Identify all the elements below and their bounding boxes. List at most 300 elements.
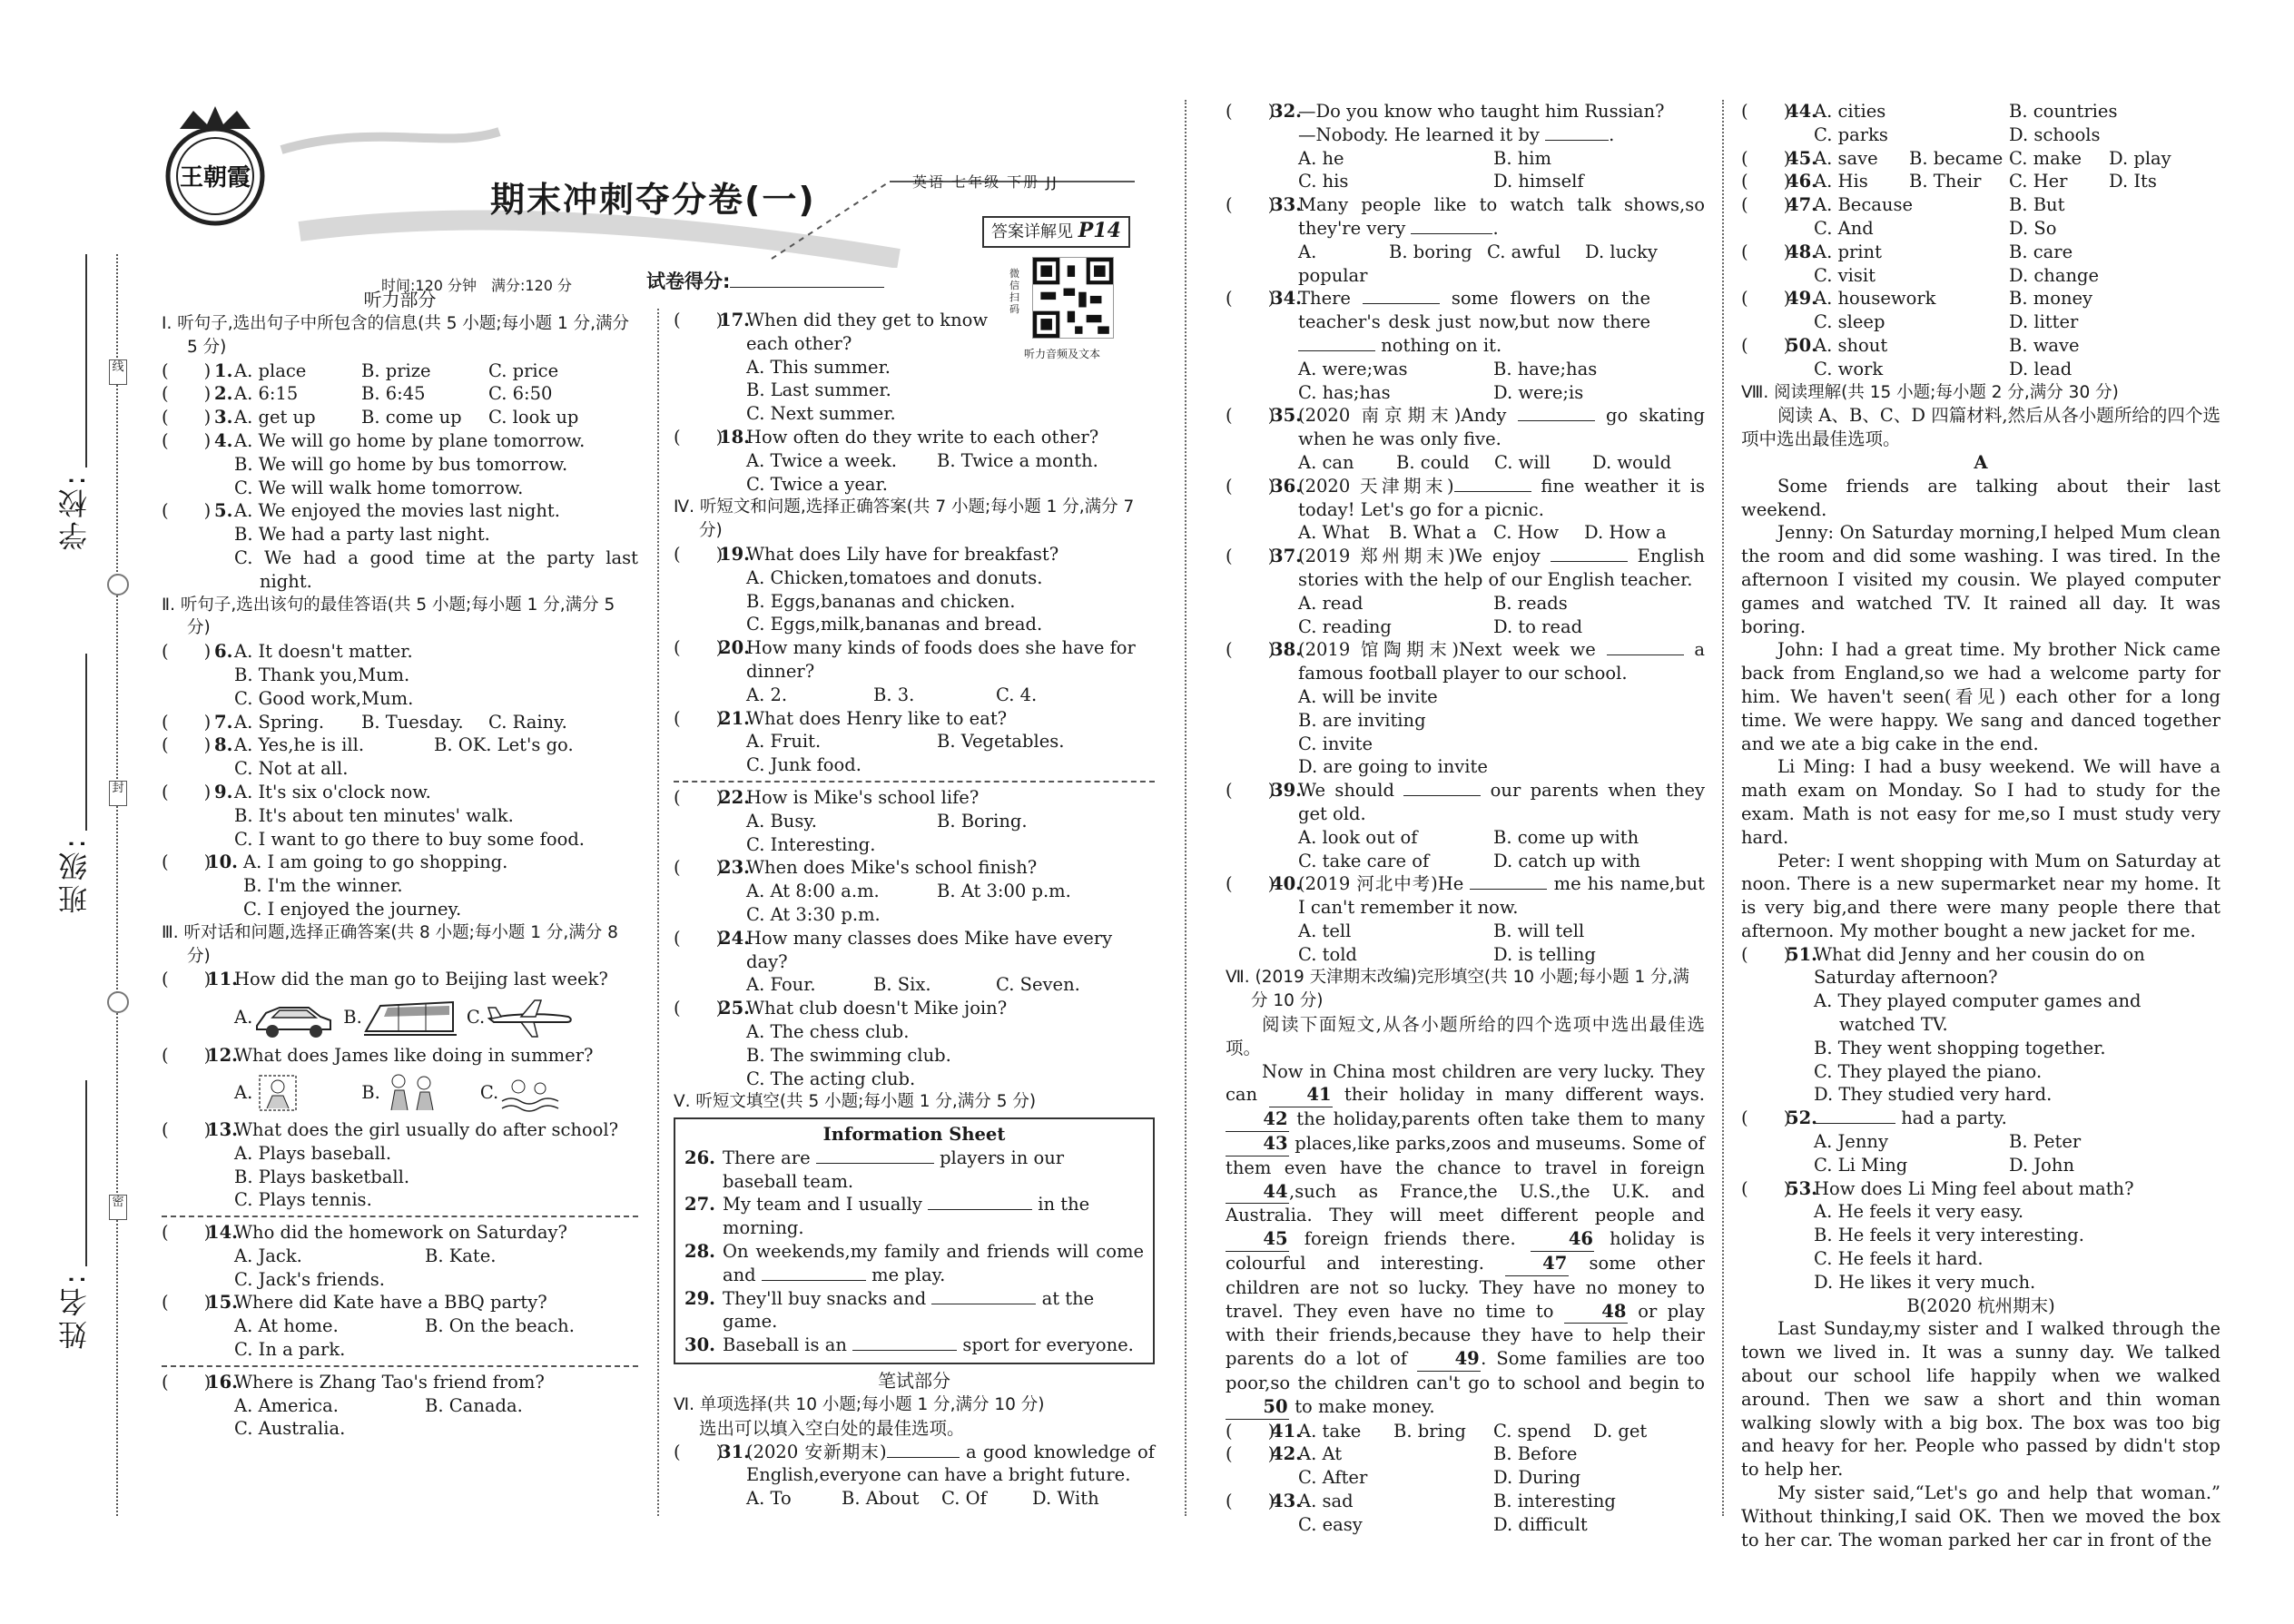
option-a[interactable]: A. 6:15 — [234, 383, 299, 405]
fill-blank[interactable] — [1551, 561, 1628, 562]
option-c[interactable]: C. Li Ming — [1814, 1154, 1908, 1176]
option-a[interactable]: A. We will go home by plane tomorrow. — [234, 429, 586, 451]
answer-paren[interactable]: ( ) — [162, 781, 212, 802]
answer-paren[interactable]: ( ) — [1741, 1107, 1791, 1129]
option-d[interactable]: D. With — [1032, 1488, 1099, 1510]
option-c[interactable]: C. Her — [2009, 171, 2068, 192]
train-icon[interactable] — [362, 995, 458, 1040]
option-b[interactable]: B. come up — [361, 407, 462, 428]
option-c[interactable]: C. 6:50 — [488, 383, 553, 405]
answer-paren[interactable]: ( ) — [1226, 288, 1275, 310]
question-49[interactable] — [1741, 287, 2220, 334]
score-field[interactable] — [646, 271, 884, 294]
option-c[interactable]: C. Junk food. — [746, 754, 861, 776]
option-b[interactable]: B. At 3:00 p.m. — [937, 881, 1071, 902]
answer-paren[interactable]: ( ) — [1741, 241, 1791, 262]
answer-paren[interactable]: ( ) — [1226, 546, 1275, 567]
option-b[interactable]: B. Canada. — [425, 1394, 523, 1416]
answer-paren[interactable]: ( ) — [162, 407, 212, 428]
option-a[interactable]: A. He feels it very easy. — [1814, 1201, 2024, 1223]
question-52[interactable] — [1741, 1107, 2220, 1176]
fill-blank[interactable] — [1470, 889, 1547, 890]
answer-paren[interactable]: ( ) — [162, 1222, 212, 1244]
blank-item-26[interactable] — [684, 1147, 1144, 1194]
answer-paren[interactable]: ( ) — [162, 851, 212, 873]
answer-paren[interactable]: ( ) — [1741, 943, 1791, 965]
cloze-blank-47[interactable]: 47 — [1505, 1252, 1569, 1276]
option-b[interactable]: B. Plays basketball. — [234, 1166, 410, 1187]
option-a[interactable]: A. Jenny — [1814, 1131, 1888, 1153]
question-24[interactable] — [674, 927, 1155, 997]
option-d[interactable]: D. get — [1593, 1420, 1648, 1442]
option-a[interactable]: A. What — [1298, 522, 1370, 544]
answer-paren[interactable]: ( ) — [162, 359, 212, 381]
answer-paren[interactable]: ( ) — [1226, 639, 1275, 661]
answer-paren[interactable]: ( ) — [1226, 101, 1275, 122]
question-20[interactable] — [674, 636, 1155, 706]
option-c[interactable]: C. — [479, 1082, 499, 1103]
question-11[interactable] — [162, 968, 638, 1044]
question-46[interactable] — [1741, 170, 2220, 193]
answer-paren[interactable]: ( ) — [674, 786, 724, 808]
option-c[interactable]: C. Seven. — [996, 974, 1080, 996]
question-15[interactable] — [162, 1291, 638, 1361]
option-b[interactable]: B. care — [2009, 241, 2073, 262]
option-c[interactable]: C. his — [1298, 171, 1349, 192]
option-a[interactable]: A. read — [1298, 592, 1364, 614]
question-45[interactable] — [1741, 147, 2220, 171]
question-51[interactable] — [1741, 943, 2220, 1107]
option-d[interactable]: D. were;is — [1493, 381, 1584, 403]
answer-paren[interactable]: ( ) — [1226, 475, 1275, 497]
option-a[interactable]: A. At — [1298, 1443, 1343, 1465]
option-b[interactable]: B. But — [2009, 194, 2065, 216]
question-4[interactable] — [162, 429, 638, 499]
option-c[interactable]: C. invite — [1298, 733, 1373, 754]
answer-paren[interactable]: ( ) — [1226, 1420, 1275, 1442]
answer-paren[interactable]: ( ) — [674, 1441, 724, 1462]
option-a[interactable]: A. can — [1298, 451, 1354, 473]
cloze-blank-43[interactable]: 43 — [1226, 1132, 1289, 1156]
cloze-blank-50[interactable]: 50 — [1226, 1395, 1289, 1420]
question-12[interactable] — [162, 1044, 638, 1118]
question-32[interactable] — [1226, 100, 1705, 193]
option-c[interactable]: C. — [466, 1007, 486, 1029]
question-41[interactable] — [1226, 1420, 1705, 1443]
option-c[interactable]: C. told — [1298, 943, 1357, 965]
option-a[interactable]: A. — [234, 1007, 253, 1029]
option-d[interactable]: D. How a — [1584, 522, 1667, 544]
option-d[interactable]: D. litter — [2009, 311, 2079, 333]
option-a[interactable]: A. look out of — [1298, 826, 1418, 848]
question-38[interactable] — [1226, 638, 1705, 779]
option-c[interactable]: C. work — [1814, 358, 1884, 379]
option-a[interactable]: A. Chicken,tomatoes and donuts. — [746, 566, 1043, 588]
option-a[interactable]: A. — [234, 1082, 253, 1103]
question-35[interactable] — [1226, 404, 1705, 474]
cloze-blank-42[interactable]: 42 — [1226, 1107, 1289, 1132]
option-d[interactable]: D. to read — [1493, 615, 1583, 637]
option-c[interactable]: C. In a park. — [234, 1339, 346, 1361]
question-14[interactable] — [162, 1221, 638, 1291]
option-b[interactable]: B. Their — [1909, 171, 1982, 192]
option-d[interactable]: D. would — [1592, 451, 1672, 473]
option-b[interactable]: B. OK. Let's go. — [434, 734, 574, 756]
answer-paren[interactable]: ( ) — [1741, 334, 1791, 356]
option-c[interactable]: C. 4. — [996, 684, 1038, 705]
option-d[interactable]: D. So — [2009, 217, 2057, 239]
cloze-blank-48[interactable]: 48 — [1564, 1300, 1628, 1324]
answer-paren[interactable]: ( ) — [1741, 194, 1791, 216]
fill-blank[interactable] — [1411, 233, 1492, 234]
option-d[interactable]: D. lead — [2009, 358, 2072, 379]
question-17[interactable] — [674, 309, 1155, 356]
option-c[interactable]: C. Next summer. — [746, 403, 896, 425]
answer-paren[interactable]: ( ) — [162, 429, 212, 451]
option-a[interactable]: A. popular — [1298, 241, 1368, 286]
answer-paren[interactable]: ( ) — [1226, 1443, 1275, 1465]
answer-paren[interactable]: ( ) — [674, 426, 724, 448]
option-b[interactable]: B. are inviting — [1298, 709, 1426, 731]
option-c[interactable]: C. We had a good time at the party last night. — [234, 546, 638, 592]
option-b[interactable]: B. I'm the winner. — [243, 875, 403, 897]
answer-paren[interactable]: ( ) — [674, 857, 724, 879]
option-c[interactable]: C. Twice a year. — [746, 473, 888, 495]
question-3[interactable] — [162, 406, 638, 429]
reading-picture-icon[interactable] — [252, 1070, 307, 1116]
option-a[interactable]: A. His — [1814, 171, 1868, 192]
option-a[interactable]: A. Yes,he is ill. — [234, 734, 365, 756]
question-13[interactable] — [162, 1118, 638, 1212]
question-39[interactable] — [1226, 779, 1705, 872]
option-b[interactable]: B. Last summer. — [746, 379, 891, 401]
option-a[interactable]: A. will be invite — [1298, 685, 1438, 707]
option-c[interactable]: C. Of — [941, 1488, 987, 1510]
question-19[interactable] — [674, 543, 1155, 636]
cloze-blank-41[interactable]: 41 — [1269, 1083, 1333, 1107]
option-c[interactable]: C. sleep — [1814, 311, 1885, 333]
question-2[interactable] — [162, 382, 638, 406]
answer-paren[interactable]: ( ) — [674, 637, 724, 659]
option-b[interactable]: B. have;has — [1493, 358, 1598, 379]
question-7[interactable] — [162, 711, 638, 734]
fill-blank[interactable] — [1298, 350, 1375, 351]
answer-paren[interactable]: ( ) — [674, 707, 724, 729]
question-50[interactable] — [1741, 334, 2220, 381]
answer-paren[interactable]: ( ) — [674, 998, 724, 1019]
option-a[interactable]: A. Busy. — [746, 810, 817, 832]
answer-paren[interactable]: ( ) — [1226, 873, 1275, 895]
option-b[interactable]: B. Boring. — [937, 810, 1028, 832]
fill-blank[interactable] — [762, 1280, 866, 1281]
option-c[interactable]: C. has;has — [1298, 381, 1391, 403]
question-18[interactable] — [674, 426, 1155, 496]
answer-paren[interactable]: ( ) — [1741, 288, 1791, 310]
option-a[interactable]: A. The chess club. — [746, 1020, 910, 1042]
option-d[interactable]: D. himself — [1493, 171, 1584, 192]
option-b[interactable]: B. Eggs,bananas and chicken. — [746, 590, 1016, 612]
option-c[interactable]: C. Australia. — [234, 1418, 346, 1440]
option-c[interactable]: C. visit — [1814, 264, 1876, 286]
option-a[interactable]: A. cities — [1814, 101, 1886, 122]
option-a[interactable]: A. This summer. — [746, 356, 891, 378]
question-5[interactable] — [162, 499, 638, 593]
answer-paren[interactable]: ( ) — [162, 734, 212, 756]
answer-paren[interactable]: ( ) — [1741, 171, 1791, 192]
answer-paren[interactable]: ( ) — [162, 969, 212, 990]
option-b[interactable]: B. Before — [1493, 1443, 1578, 1465]
question-6[interactable] — [162, 640, 638, 710]
question-33[interactable] — [1226, 193, 1705, 287]
cloze-blank-44[interactable]: 44 — [1226, 1180, 1289, 1205]
answer-paren[interactable]: ( ) — [162, 1371, 212, 1393]
option-c[interactable]: C. parks — [1814, 123, 1888, 145]
option-c[interactable]: C. Not at all. — [234, 758, 349, 780]
option-c[interactable]: C. How — [1493, 522, 1560, 544]
option-b[interactable]: B. — [343, 1007, 362, 1029]
option-a[interactable]: A. Because — [1814, 194, 1914, 216]
option-c[interactable]: C. They played the piano. — [1814, 1060, 2043, 1082]
option-b[interactable]: B. will tell — [1493, 920, 1585, 941]
answer-paren[interactable]: ( ) — [1226, 780, 1275, 802]
option-b[interactable]: B. We will go home by bus tomorrow. — [234, 453, 568, 475]
option-c[interactable]: C. Jack's friends. — [234, 1268, 385, 1290]
option-a[interactable]: A. They played computer games and watched TV. — [1814, 990, 2141, 1036]
question-53[interactable] — [1741, 1177, 2220, 1294]
answer-paren[interactable]: ( ) — [674, 310, 724, 330]
answer-paren[interactable]: ( ) — [162, 383, 212, 405]
question-43[interactable] — [1226, 1490, 1705, 1537]
fill-blank[interactable] — [1518, 420, 1595, 421]
score-blank[interactable] — [730, 287, 884, 288]
option-c[interactable]: C. spend — [1493, 1420, 1571, 1442]
option-c[interactable]: C. Plays tennis. — [234, 1189, 372, 1211]
blank-item-28[interactable] — [684, 1240, 1144, 1287]
answer-paren[interactable]: ( ) — [674, 927, 724, 949]
option-a[interactable]: A. 2. — [746, 684, 788, 705]
option-c[interactable]: C. And — [1814, 217, 1874, 239]
option-a[interactable]: A. America. — [234, 1394, 339, 1416]
option-d[interactable]: D. schools — [2009, 123, 2101, 145]
option-a[interactable]: A. Twice a week. — [746, 449, 897, 471]
option-a[interactable]: A. Jack. — [234, 1245, 302, 1266]
option-a[interactable]: A. housework — [1814, 288, 1936, 310]
blank-item-30[interactable] — [684, 1334, 1144, 1357]
option-b[interactable]: B. countries — [2009, 101, 2118, 122]
option-a[interactable]: A. Fruit. — [746, 731, 822, 753]
option-b[interactable]: B. They went shopping together. — [1814, 1037, 2106, 1058]
option-c[interactable]: C. The acting club. — [746, 1068, 916, 1089]
option-c[interactable]: C. look up — [488, 407, 579, 428]
playing-picture-icon[interactable] — [380, 1070, 444, 1116]
option-d[interactable]: D. difficult — [1493, 1513, 1588, 1535]
option-a[interactable]: A. take — [1298, 1420, 1362, 1442]
option-d[interactable]: D. John — [2009, 1154, 2075, 1176]
option-b[interactable]: B. We had a party last night. — [234, 524, 490, 546]
question-31[interactable] — [674, 1441, 1155, 1511]
question-10[interactable] — [162, 851, 638, 920]
option-a[interactable]: A. I am going to go shopping. — [243, 851, 508, 873]
answer-paren[interactable]: ( ) — [1741, 101, 1791, 122]
option-b[interactable]: B. prize — [361, 359, 431, 381]
option-c[interactable]: C. Good work,Mum. — [234, 687, 414, 709]
question-36[interactable] — [1226, 475, 1705, 545]
option-d[interactable]: D. are going to invite — [1298, 756, 1488, 778]
cloze-blank-46[interactable]: 46 — [1531, 1227, 1594, 1252]
option-d[interactable]: D. Its — [2109, 171, 2157, 192]
question-8[interactable] — [162, 733, 638, 781]
option-a[interactable]: A. sad — [1298, 1491, 1354, 1512]
option-a[interactable]: A. Spring. — [234, 711, 325, 733]
option-d[interactable]: D. lucky — [1585, 241, 1658, 262]
option-b[interactable]: B. Twice a month. — [937, 449, 1098, 471]
option-a[interactable]: A. Plays baseball. — [234, 1142, 392, 1164]
question-34[interactable] — [1226, 287, 1705, 404]
option-b[interactable]: B. The swimming club. — [746, 1044, 951, 1066]
option-c[interactable]: C. awful — [1487, 241, 1561, 262]
answer-paren[interactable]: ( ) — [162, 711, 212, 733]
option-b[interactable]: B. reads — [1493, 592, 1568, 614]
option-c[interactable]: C. will — [1494, 451, 1551, 473]
option-d[interactable]: D. catch up with — [1493, 850, 1640, 871]
option-b[interactable]: B. Tuesday. — [361, 711, 464, 733]
blank-item-27[interactable] — [684, 1193, 1144, 1240]
option-b[interactable]: B. Vegetables. — [937, 731, 1065, 753]
blank-item-29[interactable] — [684, 1287, 1144, 1334]
swimming-picture-icon[interactable] — [498, 1070, 562, 1116]
answer-paren[interactable]: ( ) — [162, 500, 212, 522]
option-b[interactable]: B. boring — [1389, 241, 1472, 262]
option-a[interactable]: A. place — [234, 359, 307, 381]
option-b[interactable]: B. He feels it very interesting. — [1814, 1225, 2084, 1246]
option-c[interactable]: C. After — [1298, 1467, 1368, 1489]
option-b[interactable]: B. come up with — [1493, 826, 1639, 848]
question-9[interactable] — [162, 781, 638, 851]
question-21[interactable] — [674, 707, 1155, 777]
fill-blank[interactable] — [1814, 1123, 1895, 1124]
option-d[interactable]: D. is telling — [1493, 943, 1596, 965]
option-a[interactable]: A. he — [1298, 147, 1344, 169]
fill-blank[interactable] — [928, 1209, 1032, 1210]
option-c[interactable]: C. Eggs,milk,bananas and bread. — [746, 614, 1043, 635]
question-22[interactable] — [674, 786, 1155, 856]
fill-blank[interactable] — [1363, 303, 1440, 304]
option-b[interactable]: B. What a — [1389, 522, 1477, 544]
question-37[interactable] — [1226, 545, 1705, 638]
option-c[interactable]: C. Rainy. — [488, 711, 567, 733]
fill-blank[interactable] — [887, 1457, 960, 1458]
option-d[interactable]: D. play — [2109, 147, 2171, 169]
plane-icon[interactable] — [485, 995, 576, 1040]
answer-paren[interactable]: ( ) — [162, 1292, 212, 1314]
option-a[interactable]: A. At 8:00 a.m. — [746, 881, 880, 902]
option-d[interactable]: D. During — [1493, 1467, 1581, 1489]
option-a[interactable]: A. were;was — [1298, 358, 1408, 379]
answer-paren[interactable]: ( ) — [1226, 405, 1275, 427]
option-b[interactable]: B. Kate. — [425, 1245, 497, 1266]
question-44[interactable] — [1741, 100, 2220, 147]
car-icon[interactable] — [252, 995, 334, 1040]
answer-paren[interactable]: ( ) — [162, 1045, 212, 1067]
answer-paren[interactable]: ( ) — [1226, 1491, 1275, 1512]
option-c[interactable]: C. price — [488, 359, 559, 381]
cloze-blank-49[interactable]: 49 — [1417, 1347, 1481, 1372]
fill-blank[interactable] — [1454, 491, 1531, 492]
option-b[interactable]: B. money — [2009, 288, 2093, 310]
question-42[interactable] — [1226, 1442, 1705, 1490]
option-b[interactable]: B. became — [1909, 147, 2004, 169]
question-1[interactable] — [162, 359, 638, 383]
option-b[interactable]: B. About — [842, 1488, 920, 1510]
option-b[interactable]: B. Thank you,Mum. — [234, 664, 410, 685]
answer-paren[interactable]: ( ) — [674, 543, 724, 565]
fill-blank[interactable] — [1545, 140, 1609, 141]
answer-paren[interactable]: ( ) — [1741, 147, 1791, 169]
option-c[interactable]: C. easy — [1298, 1513, 1363, 1535]
option-b[interactable]: B. him — [1493, 147, 1552, 169]
option-a[interactable]: A. get up — [234, 407, 316, 428]
option-a[interactable]: A. It's six o'clock now. — [234, 781, 431, 802]
option-c[interactable]: C. I want to go there to buy some food. — [234, 828, 586, 850]
question-25[interactable] — [674, 997, 1155, 1090]
option-b[interactable]: B. It's about ten minutes' walk. — [234, 804, 514, 826]
answer-paren[interactable]: ( ) — [162, 1118, 212, 1140]
option-d[interactable]: D. They studied very hard. — [1814, 1084, 2053, 1106]
option-a[interactable]: A. It doesn't matter. — [234, 641, 413, 663]
option-c[interactable]: C. Interesting. — [746, 833, 876, 855]
option-c[interactable]: C. I enjoyed the journey. — [243, 898, 462, 920]
option-b[interactable]: B. On the beach. — [425, 1315, 575, 1337]
fill-blank[interactable] — [1403, 795, 1481, 796]
fill-blank[interactable] — [816, 1163, 934, 1164]
question-48[interactable] — [1741, 241, 2220, 288]
option-b[interactable]: B. wave — [2009, 334, 2080, 356]
cloze-blank-45[interactable]: 45 — [1226, 1227, 1289, 1252]
question-47[interactable] — [1741, 193, 2220, 241]
option-b[interactable]: B. interesting — [1493, 1491, 1616, 1512]
question-40[interactable] — [1226, 872, 1705, 966]
option-a[interactable]: A. tell — [1298, 920, 1352, 941]
answer-paren[interactable]: ( ) — [1226, 194, 1275, 216]
option-b[interactable]: B. 6:45 — [361, 383, 426, 405]
fill-blank[interactable] — [852, 1350, 957, 1351]
option-b[interactable]: B. — [361, 1082, 380, 1103]
option-a[interactable]: A. At home. — [234, 1315, 339, 1337]
option-d[interactable]: D. change — [2009, 264, 2100, 286]
option-b[interactable]: B. Six. — [873, 974, 931, 996]
option-c[interactable]: C. make — [2009, 147, 2082, 169]
question-16[interactable] — [162, 1371, 638, 1441]
option-a[interactable]: A. Four. — [746, 974, 816, 996]
answer-paren[interactable]: ( ) — [1741, 1177, 1791, 1199]
answer-paren[interactable]: ( ) — [162, 641, 212, 663]
option-b[interactable]: B. bring — [1393, 1420, 1466, 1442]
option-c[interactable]: C. take care of — [1298, 850, 1430, 871]
option-a[interactable]: A. print — [1814, 241, 1882, 262]
question-23[interactable] — [674, 856, 1155, 926]
option-a[interactable]: A. To — [746, 1488, 792, 1510]
option-a[interactable]: A. We enjoyed the movies last night. — [234, 500, 560, 522]
option-b[interactable]: B. Peter — [2009, 1131, 2082, 1153]
option-c[interactable]: C. He feels it hard. — [1814, 1248, 1984, 1270]
option-d[interactable]: D. He likes it very much. — [1814, 1271, 2036, 1293]
option-b[interactable]: B. 3. — [873, 684, 915, 705]
option-c[interactable]: C. At 3:30 p.m. — [746, 903, 881, 925]
option-c[interactable]: C. reading — [1298, 615, 1392, 637]
option-c[interactable]: C. We will walk home tomorrow. — [234, 477, 524, 498]
option-a[interactable]: A. shout — [1814, 334, 1888, 356]
option-a[interactable]: A. save — [1814, 147, 1878, 169]
